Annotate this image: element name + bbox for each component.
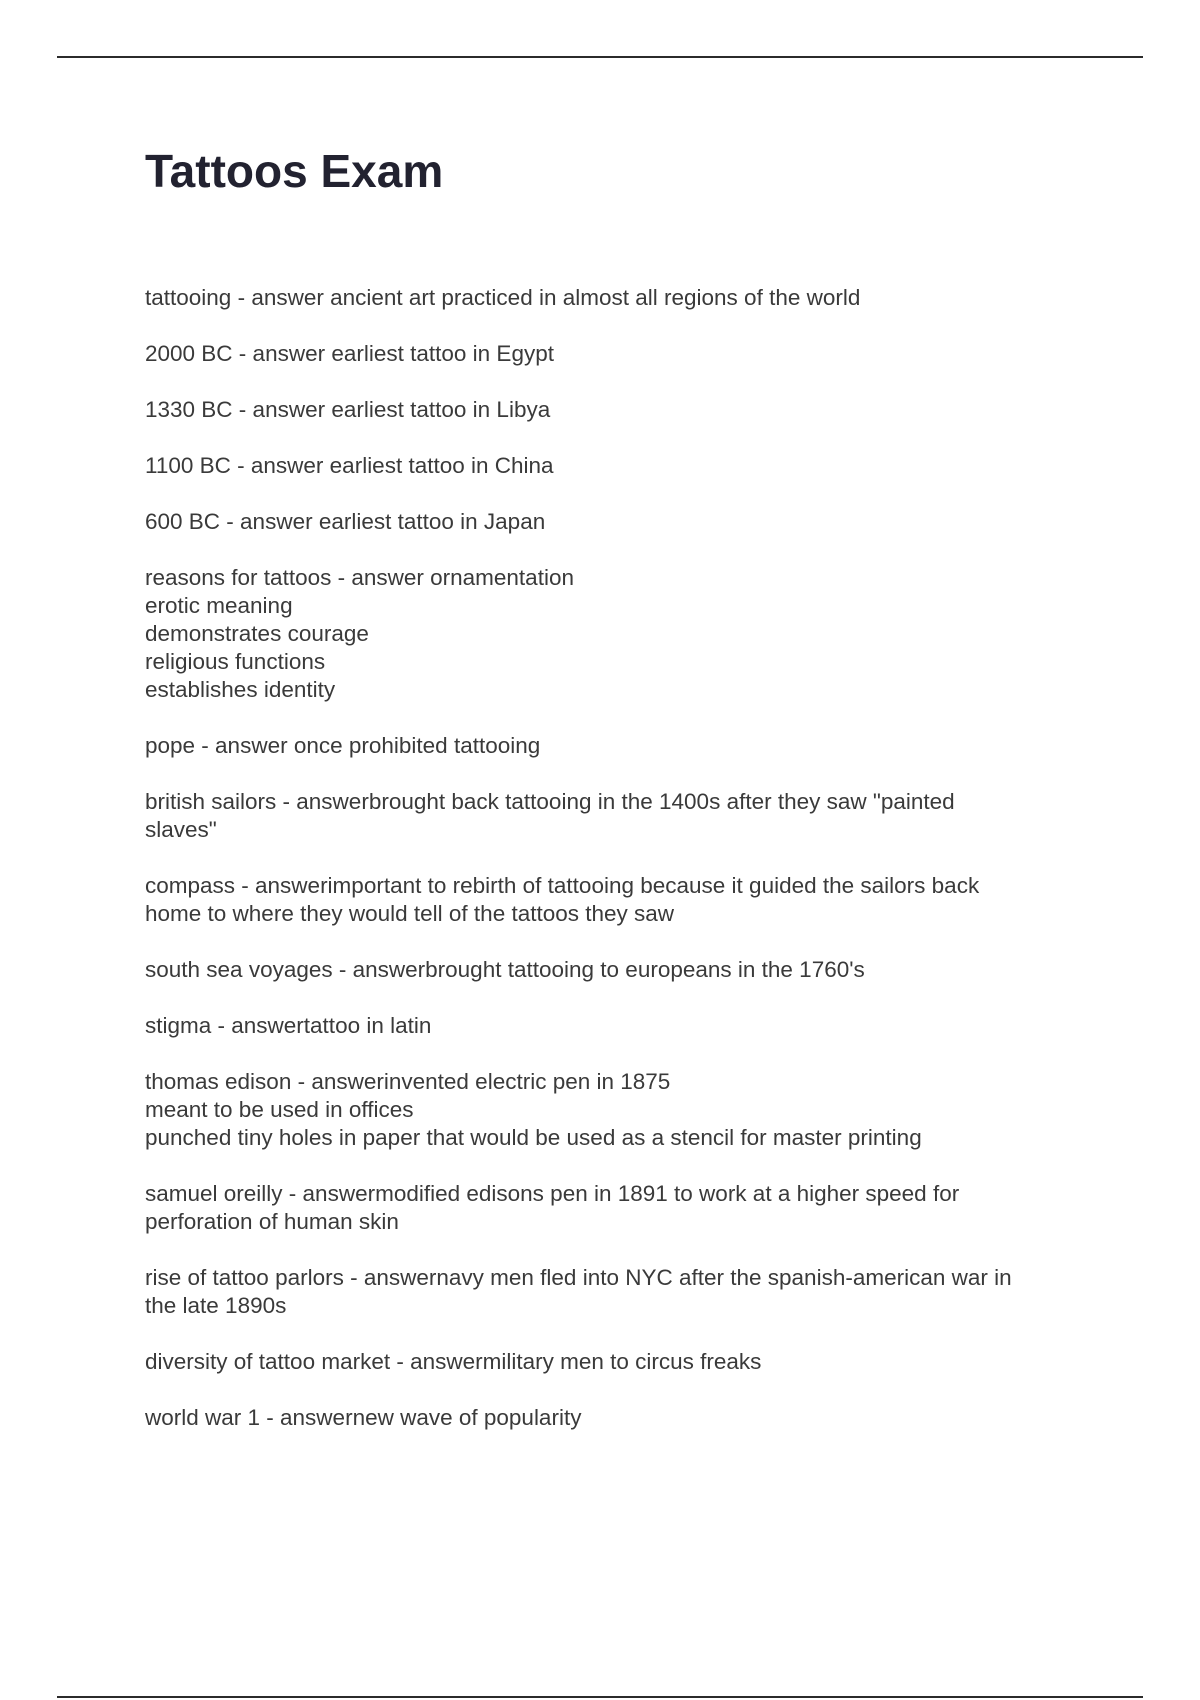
entry-line: meant to be used in offices — [145, 1097, 414, 1122]
entry-line: 1330 BC - answer earliest tattoo in Libya — [145, 397, 551, 422]
entry-line: rise of tattoo parlors - answernavy men fled into NYC after the spanish-american war in — [145, 1265, 1012, 1290]
entry-line: pope - answer once prohibited tattooing — [145, 733, 541, 758]
entry-line: slaves" — [145, 817, 217, 842]
qa-entry-list — [145, 284, 1090, 1460]
qa-entry — [145, 732, 1090, 760]
entry-line: establishes identity — [145, 677, 336, 702]
qa-entry — [145, 1068, 1090, 1152]
entry-line: home to where they would tell of the tattoos they saw — [145, 901, 675, 926]
qa-entry — [145, 508, 1090, 536]
qa-entry — [145, 564, 1090, 704]
entry-line: stigma - answertattoo in latin — [145, 1013, 432, 1038]
qa-entry — [145, 1264, 1090, 1320]
qa-entry — [145, 788, 1090, 844]
entry-line: reasons for tattoos - answer ornamentation — [145, 565, 574, 590]
qa-entry — [145, 872, 1090, 928]
qa-entry — [145, 284, 1090, 312]
entry-line: 2000 BC - answer earliest tattoo in Egypt — [145, 341, 554, 366]
qa-entry — [145, 452, 1090, 480]
entry-line: perforation of human skin — [145, 1209, 399, 1234]
entry-line: religious functions — [145, 649, 326, 674]
qa-entry — [145, 1012, 1090, 1040]
entry-line: diversity of tattoo market - answermilitary men to circus freaks — [145, 1349, 762, 1374]
qa-entry — [145, 956, 1090, 984]
entry-line: the late 1890s — [145, 1293, 287, 1318]
entry-line: punched tiny holes in paper that would be used as a stencil for master printing — [145, 1125, 922, 1150]
entry-line: 600 BC - answer earliest tattoo in Japan — [145, 509, 546, 534]
entry-line: tattooing - answer ancient art practiced in almost all regions of the world — [145, 285, 861, 310]
bottom-divider — [57, 1696, 1143, 1698]
entry-line: 1100 BC - answer earliest tattoo in China — [145, 453, 554, 478]
qa-entry — [145, 1180, 1090, 1236]
entry-line: erotic meaning — [145, 593, 293, 618]
entry-line: thomas edison - answerinvented electric pen in 1875 — [145, 1069, 671, 1094]
entry-line: demonstrates courage — [145, 621, 369, 646]
qa-entry — [145, 396, 1090, 424]
qa-entry — [145, 340, 1090, 368]
entry-line: samuel oreilly - answermodified edisons pen in 1891 to work at a higher speed for — [145, 1181, 960, 1206]
entry-line: world war 1 - answernew wave of popularity — [145, 1405, 582, 1430]
qa-entry — [145, 1404, 1090, 1432]
page-title: Tattoos Exam — [145, 145, 444, 197]
entry-line: compass - answerimportant to rebirth of tattooing because it guided the sailors back — [145, 873, 980, 898]
entry-line: south sea voyages - answerbrought tattooing to europeans in the 1760's — [145, 957, 865, 982]
qa-entry — [145, 1348, 1090, 1376]
top-divider — [57, 56, 1143, 58]
entry-line: british sailors - answerbrought back tattooing in the 1400s after they saw "painted — [145, 789, 955, 814]
